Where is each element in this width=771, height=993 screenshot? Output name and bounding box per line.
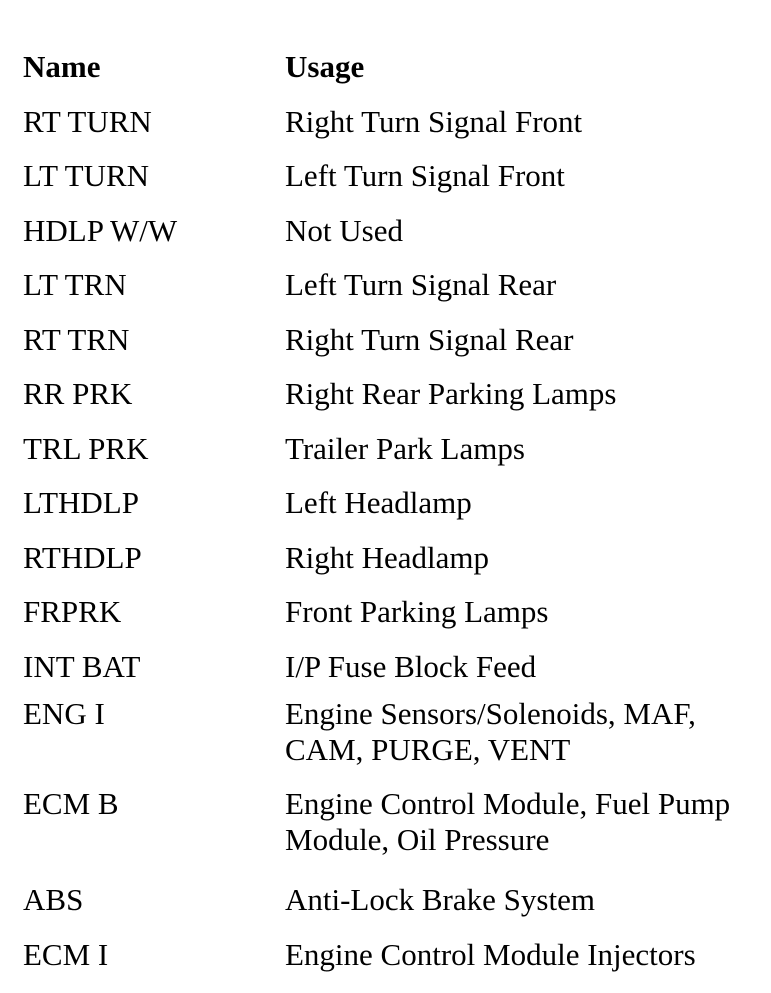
fuse-name-cell: ECM B — [23, 785, 119, 821]
table-row — [23, 149, 763, 204]
fuse-name-cell: TRL PRK — [23, 430, 149, 466]
fuse-usage-document — [23, 40, 763, 982]
fuse-name-cell: LT TURN — [23, 158, 150, 193]
fuse-usage-cell: Engine Control Module, Fuel Pump Module, Oil Pressure — [285, 785, 731, 857]
fuse-name-cell: HDLP W/W — [23, 212, 178, 248]
fuse-usage-cell: Not Used — [285, 212, 403, 248]
table-row — [23, 873, 763, 928]
fuse-usage-cell: Right Rear Parking Lamps — [285, 376, 617, 411]
fuse-usage-cell: Front Parking Lamps — [285, 594, 549, 629]
fuse-name-cell: RT TRN — [23, 321, 130, 357]
table-row — [23, 313, 763, 368]
fuse-usage-table — [23, 40, 763, 982]
table-row — [23, 422, 763, 477]
fuse-name-cell: FRPRK — [23, 594, 122, 629]
table-row — [23, 928, 763, 983]
fuse-usage-cell: Left Turn Signal Rear — [285, 267, 557, 302]
fuse-name-cell: RT TURN — [23, 103, 152, 139]
fuse-usage-cell: I/P Fuse Block Feed — [285, 648, 537, 684]
fuse-usage-cell: Engine Sensors/Solenoids, MAF, CAM, PURGE, VENT — [285, 696, 696, 767]
fuse-usage-cell: Right Turn Signal Front — [285, 103, 583, 139]
name-column-header: Name — [23, 49, 101, 85]
fuse-usage-cell: Right Turn Signal Rear — [285, 321, 574, 357]
fuse-usage-cell: Left Turn Signal Front — [285, 158, 565, 193]
table-row — [23, 531, 763, 586]
fuse-name-cell: LT TRN — [23, 267, 127, 302]
table-row — [23, 476, 763, 531]
fuse-name-cell: ABS — [23, 882, 84, 917]
fuse-usage-cell: Right Headlamp — [285, 539, 490, 575]
fuse-usage-cell: Trailer Park Lamps — [285, 430, 525, 466]
fuse-usage-cell: Left Headlamp — [285, 485, 472, 520]
table-row — [23, 640, 763, 695]
table-row — [23, 95, 763, 150]
fuse-name-cell: ENG I — [23, 696, 105, 731]
table-row — [23, 367, 763, 422]
table-row — [23, 585, 763, 640]
header-row — [23, 40, 763, 95]
table-row — [23, 694, 763, 784]
fuse-usage-cell: Engine Control Module Injectors — [285, 936, 696, 972]
fuse-name-cell: INT BAT — [23, 648, 141, 684]
fuse-name-cell: RTHDLP — [23, 539, 142, 575]
table-row — [23, 784, 763, 874]
fuse-name-cell: ECM I — [23, 936, 109, 972]
fuse-name-cell: RR PRK — [23, 376, 133, 411]
usage-column-header: Usage — [285, 49, 365, 85]
table-row — [23, 204, 763, 259]
fuse-usage-cell: Anti-Lock Brake System — [285, 882, 595, 917]
fuse-name-cell: LTHDLP — [23, 485, 139, 520]
table-row — [23, 258, 763, 313]
